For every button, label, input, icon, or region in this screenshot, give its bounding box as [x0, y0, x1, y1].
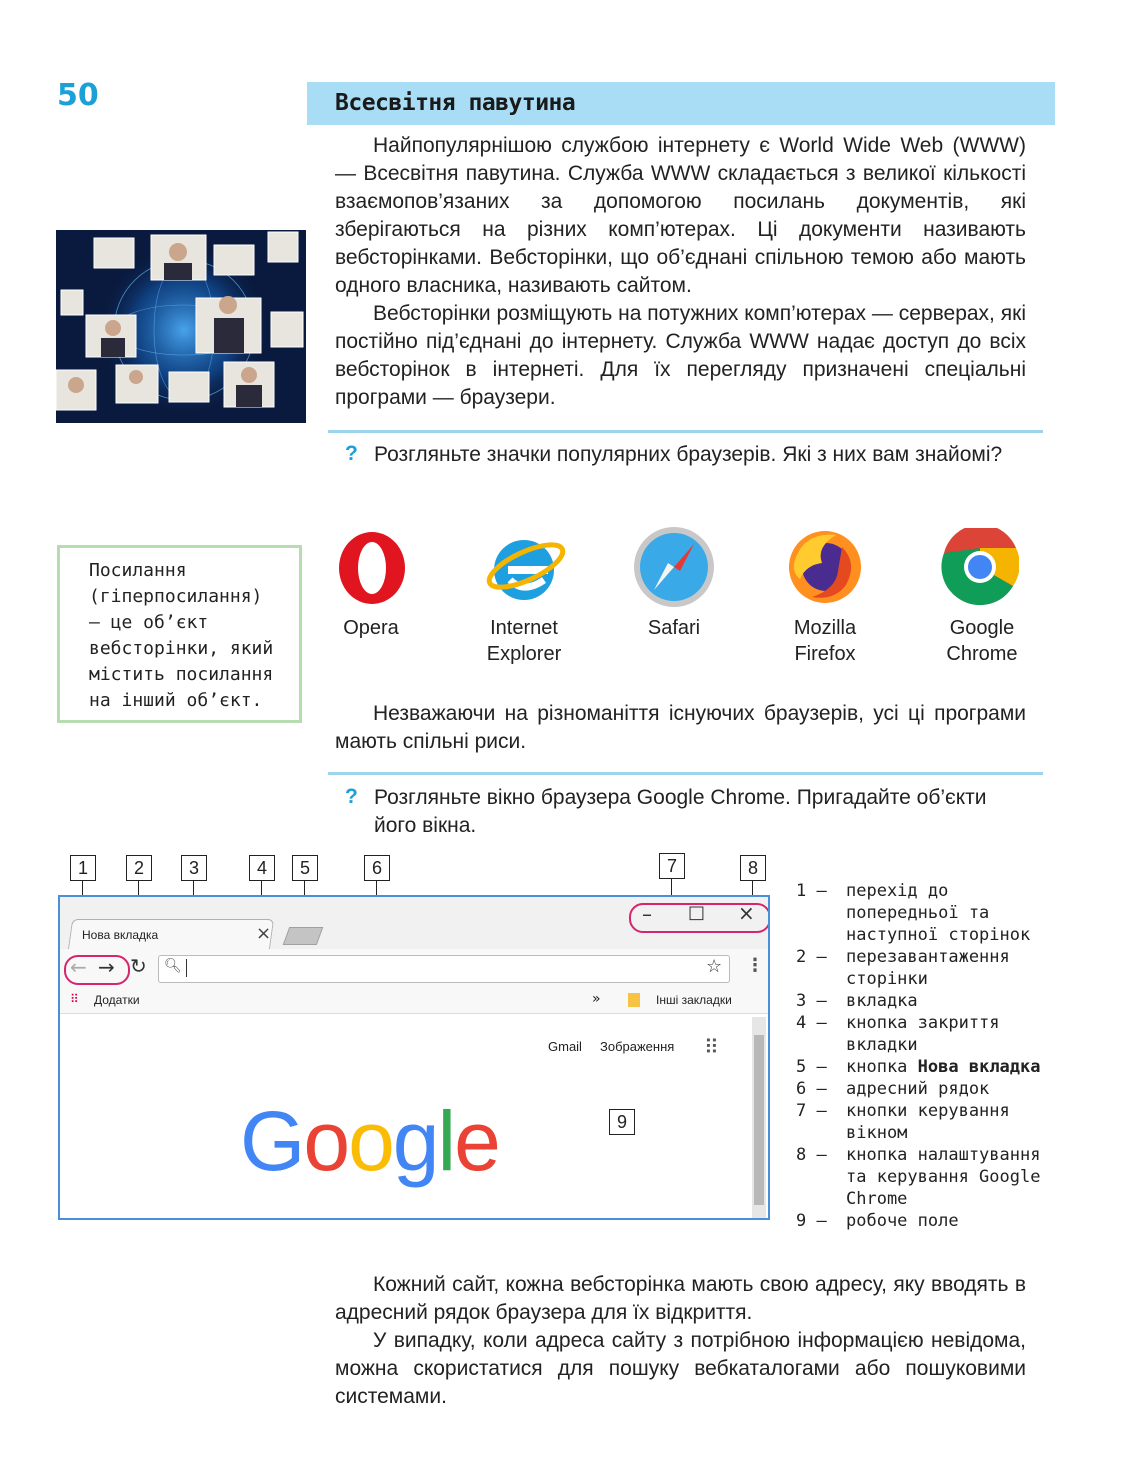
callout-2: 2: [126, 855, 152, 881]
folder-icon: [628, 993, 640, 1007]
legend-item-7: [796, 1100, 1066, 1144]
google-logo: Google: [240, 1094, 499, 1188]
forward-arrow-icon[interactable]: →: [98, 955, 115, 979]
maximize-icon[interactable]: □: [688, 902, 706, 923]
browser-label-chrome: Google Chrome: [946, 617, 1018, 665]
chrome-menu-icon[interactable]: ⋮: [746, 955, 764, 976]
legend-num-8: 8 —: [796, 1145, 827, 1165]
minimize-icon[interactable]: –: [642, 902, 652, 926]
legend-num-5: 5 —: [796, 1057, 827, 1077]
intro-paragraph-1: Найпопулярнішою службою інтернету є World Wide Web (WWW) — Всесвітня павутина. Служба WWW складається з великої кількості взаємопов’язаних за допомогою посилань документів, які зберігаються на різних комп’ютерах. Ці документи називають вебсторінками. Вебсторінки, що об’єднані спільною темою або мають одного власника, називають сайтом.: [335, 134, 1026, 297]
question-2-text: Розгляньте вікно браузера Google Chrome. Пригадайте об’єкти його вікна.: [374, 786, 987, 837]
question-mark-2: ?: [345, 785, 358, 808]
firefox-icon: [786, 527, 864, 609]
legend-item-6: [796, 1078, 1066, 1100]
intro-paragraph-2: Вебсторінки розміщують на потужних комп’ютерах — серверах, які постійно під’єднані до інтернету. Служба WWW надає доступ до всіх вебсторінок в інтернеті. Для їх перегляду призначені спеціальні програми — браузери.: [335, 302, 1026, 409]
note-text: Посилання (гіперпосилання) — це об’єкт вебсторінки, який містить посилання на інший об’єкт.: [89, 560, 274, 711]
legend-text-6: адресний рядок: [846, 1079, 990, 1099]
reload-icon[interactable]: ↻: [130, 954, 147, 978]
middle-text: [335, 700, 1026, 756]
opera-icon: [336, 530, 408, 610]
google-apps-icon[interactable]: ⠿: [704, 1035, 719, 1059]
chrome-window-illustration: [58, 895, 770, 1220]
callout-9: 9: [609, 1109, 635, 1135]
callout-7: 7: [659, 853, 685, 879]
legend-text-9: робоче поле: [846, 1211, 959, 1231]
legend-text-8: кнопка налаштування та керування Google Chrome: [846, 1145, 1041, 1209]
browser-label-firefox: Mozilla Firefox: [793, 617, 857, 665]
legend-text-4: кнопка закриття вкладки: [846, 1013, 1000, 1055]
legend-num-9: 9 —: [796, 1211, 827, 1231]
legend-item-2: [796, 946, 1066, 990]
legend-item-3: [796, 990, 1066, 1012]
legend-num-3: 3 —: [796, 991, 827, 1011]
browser-label-opera: Opera: [343, 617, 399, 639]
closing-text: [335, 1271, 1026, 1411]
section-title: Всесвітня павутина: [335, 90, 576, 116]
apps-grid-icon[interactable]: ⠿: [70, 992, 78, 1006]
legend-text-7: кнопки керування вікном: [846, 1101, 1010, 1143]
legend-text-3: вкладка: [846, 991, 918, 1011]
separator-line-1: [328, 430, 1043, 433]
address-bar[interactable]: [158, 955, 730, 983]
legend-num-2: 2 —: [796, 947, 827, 967]
question-1-text: Розгляньте значки популярних браузерів. Які з них вам знайомі?: [374, 443, 1003, 466]
legend-item-8: [796, 1144, 1066, 1210]
browser-label-ie: Internet Explorer: [486, 617, 562, 665]
legend-item-5: [796, 1056, 1066, 1078]
legend-num-1: 1 —: [796, 881, 827, 901]
callout-1: 1: [70, 855, 96, 881]
page-number: 50: [57, 78, 99, 113]
bookmarks-more-icon[interactable]: »: [592, 991, 601, 1007]
bookmark-star-icon[interactable]: ☆: [706, 956, 723, 977]
legend-num-6: 6 —: [796, 1079, 827, 1099]
callout-6: 6: [364, 855, 390, 881]
search-icon: 🔍︎: [164, 958, 182, 974]
callout-8: 8: [740, 855, 766, 881]
safari-icon: [632, 526, 716, 612]
close-window-icon[interactable]: ×: [738, 901, 755, 925]
chrome-icon: [941, 528, 1019, 610]
legend-item-9: [796, 1210, 1066, 1232]
question-mark-1: ?: [345, 442, 358, 465]
browser-label-safari: Safari: [647, 617, 701, 639]
legend-text-2: перезавантаження сторінки: [846, 947, 1010, 989]
legend-num-7: 7 —: [796, 1101, 827, 1121]
back-arrow-icon[interactable]: ←: [70, 955, 87, 979]
legend-text-5: кнопка: [846, 1057, 908, 1077]
legend-text-5-bold: Нова вкладка: [917, 1057, 1041, 1077]
middle-paragraph: Незважаючи на різноманіття існуючих браузерів, усі ці програми мають спільні риси.: [335, 702, 1026, 753]
tab-close-icon[interactable]: ×: [256, 923, 272, 944]
legend-item-1: [796, 880, 1066, 946]
tab-label: Нова вкладка: [82, 928, 159, 942]
callout-4: 4: [249, 855, 275, 881]
legend-text-1: перехід до попередньої та наступної сторінок: [846, 881, 1031, 945]
internet-explorer-icon: [484, 528, 566, 610]
callout-3: 3: [181, 855, 207, 881]
callout-5: 5: [292, 855, 318, 881]
apps-bookmark-label[interactable]: Додатки: [94, 993, 140, 1007]
separator-line-2: [328, 772, 1043, 775]
closing-paragraph-1: Кожний сайт, кожна вебсторінка мають свою адресу, яку вводять в адресний рядок браузера для їх відкриття.: [335, 1273, 1026, 1324]
scrollbar-thumb[interactable]: [754, 1035, 764, 1205]
legend-item-4: [796, 1012, 1066, 1056]
other-bookmarks-label[interactable]: Інші закладки: [656, 993, 732, 1007]
closing-paragraph-2: У випадку, коли адреса сайту з потрібною інформацією невідома, можна скористатися для пошуку вебкаталогами або пошуковими системами.: [335, 1329, 1026, 1408]
text-cursor: [186, 959, 187, 977]
new-tab-button[interactable]: [283, 927, 324, 945]
images-link[interactable]: Зображення: [600, 1039, 675, 1054]
intro-text: [335, 132, 1026, 412]
legend: [796, 880, 1066, 1232]
gmail-link[interactable]: Gmail: [548, 1039, 582, 1054]
video-conference-photo: [56, 230, 306, 423]
legend-num-4: 4 —: [796, 1013, 827, 1033]
